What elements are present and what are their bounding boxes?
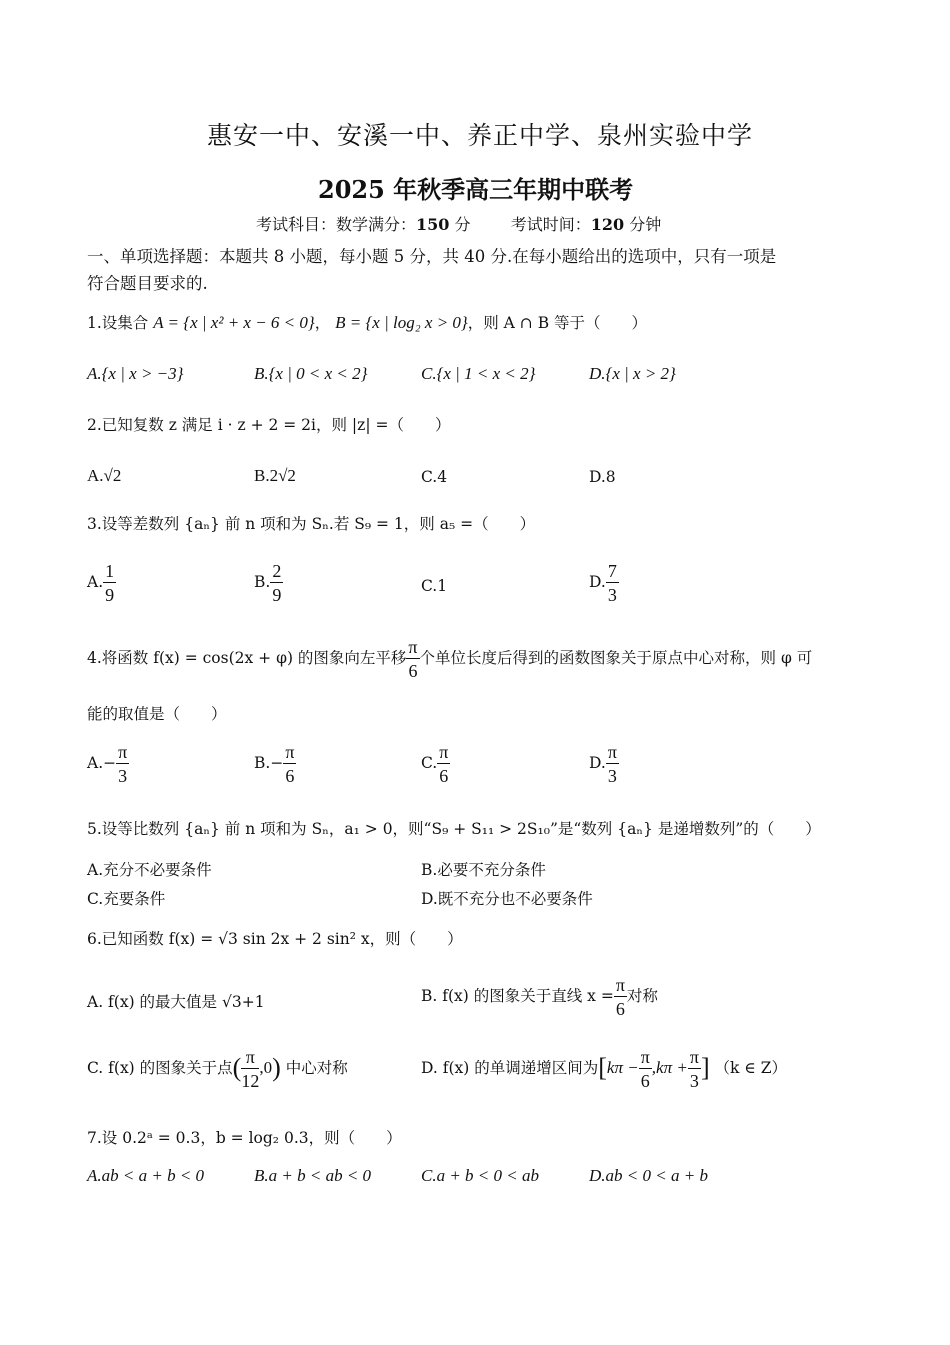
q7-option-c: C.a + b < 0 < ab — [421, 1166, 540, 1185]
q6-d-num2: π — [689, 1047, 699, 1067]
q1-sep: ， — [314, 314, 331, 332]
time-unit: 分钟 — [624, 215, 662, 234]
q4-c-label: C. — [421, 754, 438, 772]
q4-a-label: A.− — [87, 754, 117, 772]
q3-a-den: 9 — [105, 585, 115, 605]
q1-option-c: C.{x | 1 < x < 2} — [421, 364, 536, 383]
q4-b-fraction — [283, 743, 296, 785]
q6-d-fraction1 — [639, 1048, 652, 1090]
time-label: 考试时间： — [510, 215, 591, 234]
q6-option-a: A. f(x) 的最大值是 √3+1 — [87, 993, 265, 1011]
q2-option-a: A.√2 — [87, 466, 122, 485]
q1-option-d: D.{x | x > 2} — [589, 364, 676, 383]
q6-d-den2: 3 — [689, 1071, 699, 1091]
school-names: 惠安一中、安溪一中、养正中学、泉州实验中学 — [207, 121, 754, 150]
exam-title: 2025 年秋季高三年期中联考 — [318, 175, 634, 204]
q4-d-fraction — [606, 743, 619, 785]
question-6: 6.已知函数 f(x) = √3 sin 2x + 2 sin² x，则（ ） — [87, 930, 463, 948]
section-heading-line2: 符合题目要求的. — [87, 274, 208, 293]
q3-d-den: 3 — [607, 585, 617, 605]
q4-option-b — [254, 743, 296, 785]
q6-b-before: B. f(x) 的图象关于直线 x = — [421, 987, 614, 1005]
q4-option-a — [87, 743, 129, 785]
q3-b-fraction — [270, 562, 283, 604]
q6-d-fraction2 — [688, 1048, 701, 1090]
exam-info — [256, 212, 661, 235]
q6-d-before: D. f(x) 的单调递增区间为 — [421, 1059, 599, 1077]
q4-a-num: π — [118, 742, 128, 762]
q4-frac-num: π — [408, 637, 418, 657]
q6-option-b — [421, 976, 658, 1018]
q6-b-den: 6 — [615, 999, 625, 1019]
q2-option-b: B.2√2 — [254, 466, 296, 485]
q6-d-k1: kπ − — [606, 1058, 639, 1077]
q6-option-d — [421, 1048, 787, 1090]
q3-b-den: 9 — [272, 585, 282, 605]
q6-option-c — [87, 1048, 348, 1090]
question-3: 3.设等差数列 {aₙ} 前 n 项和为 Sₙ.若 S₉ = 1，则 a₅ =（ ） — [87, 515, 536, 533]
question-2: 2.已知复数 z 满足 i · z + 2 = 2i，则 |z| =（ ） — [87, 416, 451, 434]
q6-c-num: π — [241, 1048, 259, 1069]
q4-option-c — [421, 743, 450, 785]
q1-option-b: B.{x | 0 < x < 2} — [254, 364, 368, 383]
q4-text-before: 4.将函数 f(x) = cos(2x + φ) 的图象向左平移 — [87, 649, 407, 667]
q4-option-d — [589, 743, 619, 785]
q4-text-after: 个单位长度后得到的函数图象关于原点中心对称，则 φ 可 — [419, 649, 813, 667]
question-4 — [87, 638, 812, 680]
q1-suffix: ，则 A ∩ B 等于（ ） — [467, 314, 648, 332]
q3-option-d — [589, 562, 619, 604]
q4-frac-den: 6 — [408, 661, 418, 681]
q6-d-tail: （k ∈ Z） — [714, 1059, 788, 1077]
q4-fraction — [406, 638, 419, 680]
q6-d-num1: π — [640, 1047, 650, 1067]
q6-c-right-paren: ) — [272, 1053, 281, 1082]
q2-option-c: C.4 — [421, 468, 448, 486]
q7-option-a: A.ab < a + b < 0 — [87, 1166, 205, 1185]
q4-a-den: 3 — [118, 766, 128, 786]
q6-d-left-bracket: [ — [598, 1053, 607, 1082]
q6-c-before: C. f(x) 的图象关于点 — [87, 1059, 233, 1077]
score-unit: 分 — [449, 215, 471, 234]
q3-a-fraction — [103, 562, 116, 604]
question-7: 7.设 0.2ᵃ = 0.3，b = log₂ 0.3，则（ ） — [87, 1129, 402, 1147]
subject-label: 考试科目：数学满分： — [256, 215, 417, 234]
q3-d-label: D. — [589, 573, 606, 591]
q3-a-num: 1 — [105, 561, 115, 581]
q4-c-num: π — [439, 742, 449, 762]
q4-c-den: 6 — [439, 766, 449, 786]
q6-c-den: 12 — [241, 1071, 260, 1091]
q4-b-den: 6 — [285, 766, 295, 786]
q1-set-a: A = {x | x² + x − 6 < 0} — [153, 313, 315, 332]
q4-d-den: 3 — [607, 766, 617, 786]
q6-c-left-paren: ( — [232, 1053, 242, 1082]
q4-a-fraction — [116, 743, 129, 785]
q6-d-right-bracket: ] — [700, 1053, 710, 1082]
question-5: 5.设等比数列 {aₙ} 前 n 项和为 Sₙ，a₁ > 0，则“S₉ + S₁₁ > 2S₁₀”是“数列 {aₙ} 是递增数列”的（ ） — [87, 820, 821, 838]
question-1 — [87, 311, 647, 333]
question-4-line2: 能的取值是（ ） — [87, 705, 227, 723]
q6-b-after: 对称 — [626, 987, 658, 1005]
q6-b-fraction — [614, 976, 627, 1018]
q5-option-b: B.必要不充分条件 — [421, 861, 546, 879]
q1-option-a: A.{x | x > −3} — [87, 364, 184, 383]
q7-option-b: B.a + b < ab < 0 — [254, 1166, 372, 1185]
q3-option-b — [254, 562, 283, 604]
q3-option-c: C.1 — [421, 577, 448, 595]
full-score: 150 — [416, 215, 450, 234]
q3-a-label: A. — [87, 573, 104, 591]
q3-b-num: 2 — [272, 561, 282, 581]
q4-b-label: B.− — [254, 754, 284, 772]
q4-b-num: π — [285, 742, 295, 762]
section-heading-line1: 一、单项选择题：本题共 8 小题，每小题 5 分，共 40 分.在每小题给出的选项中，只有一项是 — [87, 247, 777, 266]
q4-d-label: D. — [589, 754, 606, 772]
q6-d-k2: ,kπ + — [651, 1058, 688, 1077]
q7-option-d: D.ab < 0 < a + b — [589, 1166, 708, 1185]
q3-d-fraction — [606, 562, 619, 604]
q6-b-num: π — [615, 975, 625, 995]
time-value: 120 — [590, 215, 625, 234]
q6-c-fraction — [241, 1048, 259, 1090]
q2-option-d: D.8 — [589, 468, 616, 486]
q6-d-den1: 6 — [640, 1071, 650, 1091]
q5-option-d: D.既不充分也不必要条件 — [421, 890, 593, 908]
q6-c-tail: 中心对称 — [285, 1059, 348, 1077]
q1-prefix: 1.设集合 — [87, 314, 149, 332]
q1-set-b: B = {x | log₂ x > 0} — [335, 313, 468, 332]
q5-option-c: C.充要条件 — [87, 890, 166, 908]
q3-option-a — [87, 562, 116, 604]
q3-b-label: B. — [254, 573, 271, 591]
q4-c-fraction — [437, 743, 450, 785]
q5-option-a: A.充分不必要条件 — [87, 861, 212, 879]
q6-c-after: ,0 — [259, 1058, 273, 1077]
q4-d-num: π — [607, 742, 617, 762]
q3-d-num: 7 — [607, 561, 617, 581]
